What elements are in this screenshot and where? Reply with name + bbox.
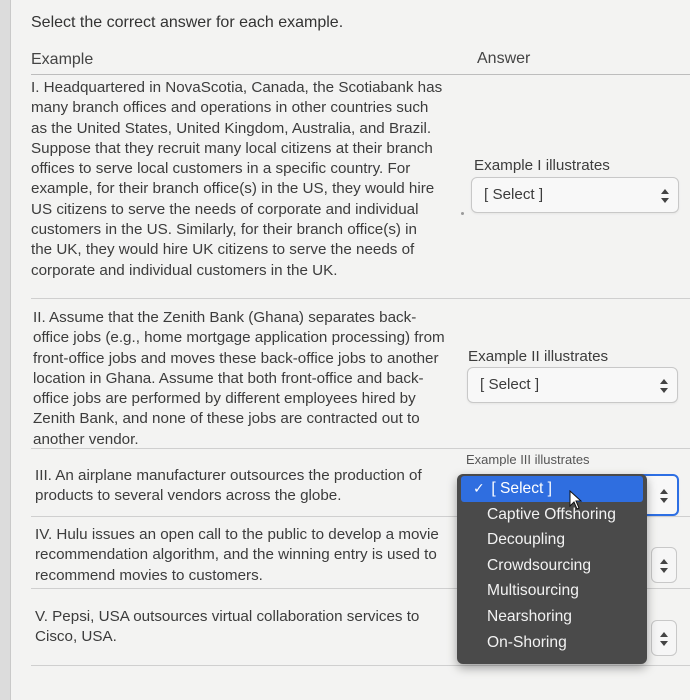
- dropdown-option-nearshoring[interactable]: Nearshoring: [487, 607, 572, 625]
- answer-label-2: Example II illustrates: [468, 348, 609, 365]
- column-header-example: Example: [31, 51, 94, 68]
- row-divider-2: [31, 448, 690, 449]
- question-3-text: III. An airplane manufacturer outsources the production of products to several vendors across the globe.: [35, 467, 422, 505]
- answer-select-4[interactable]: [651, 547, 677, 583]
- updown-arrows-icon: [658, 187, 672, 205]
- answer-label-1: Example I illustrates: [474, 157, 610, 174]
- row-divider-5: [31, 665, 690, 666]
- checkmark-icon: ✓: [473, 480, 485, 496]
- dropdown-option-crowdsourcing[interactable]: Crowdsourcing: [487, 556, 592, 574]
- quiz-sheet: [10, 0, 690, 700]
- question-4-text: IV. Hulu issues an open call to the public to develop a movie recommendation algorithm, and the winning entry is used to recommend movies to customers.: [35, 526, 439, 584]
- question-5-text: V. Pepsi, USA outsources virtual collaboration services to Cisco, USA.: [35, 608, 420, 646]
- mouse-cursor-icon: [569, 490, 583, 510]
- updown-arrows-icon: [657, 487, 671, 505]
- answer-select-2-value: [ Select ]: [480, 376, 540, 393]
- updown-arrows-icon: [657, 630, 671, 648]
- dropdown-option-select[interactable]: ✓ [ Select ]: [461, 476, 643, 502]
- instructions: Select the correct answer for each example.: [31, 14, 344, 31]
- decorative-dot: [461, 212, 464, 215]
- answer-select-1-value: [ Select ]: [484, 186, 544, 203]
- header-divider: [31, 74, 690, 75]
- dropdown-option-captive-offshoring[interactable]: Captive Offshoring: [487, 505, 616, 523]
- answer-dropdown-menu: [457, 474, 647, 664]
- answer-select-5[interactable]: [651, 620, 677, 656]
- question-1-text: I. Headquartered in NovaScotia, Canada, the Scotiabank has many branch offices and operations in other countries such as the United States, United Kingdom, Australia, and Brazil. Suppose that they recruit many local citizens at their branch offices to serve local customers in a specific country. For example, for their branch office(s) in the US, they would hire US citizens to serve the needs of corporate and individual customers in the US. Similarly, for their branch office(s) in the UK, they would hire UK citizens to serve the needs of corporate and individual customers in the UK.: [31, 79, 443, 279]
- dropdown-option-multisourcing[interactable]: Multisourcing: [487, 582, 579, 600]
- updown-arrows-icon: [657, 557, 671, 575]
- question-2-text: II. Assume that the Zenith Bank (Ghana) separates back- office jobs (e.g., home mortgage application processing) from front-office jobs and moves these back-office jobs to another location in Ghana. Assume that both front-office and back- office jobs are performed by different employees hired by Zenith Bank, and none of these jobs are contracted out to another vendor.: [33, 309, 445, 448]
- answer-label-3: Example III illustrates: [466, 452, 590, 466]
- row-divider-1: [31, 298, 690, 299]
- answer-select-2[interactable]: [467, 367, 678, 403]
- column-header-answer: Answer: [477, 50, 531, 67]
- dropdown-option-on-shoring[interactable]: On-Shoring: [487, 633, 567, 651]
- answer-select-1[interactable]: [471, 177, 679, 213]
- dropdown-option-decoupling[interactable]: Decoupling: [487, 531, 566, 549]
- updown-arrows-icon: [657, 377, 671, 395]
